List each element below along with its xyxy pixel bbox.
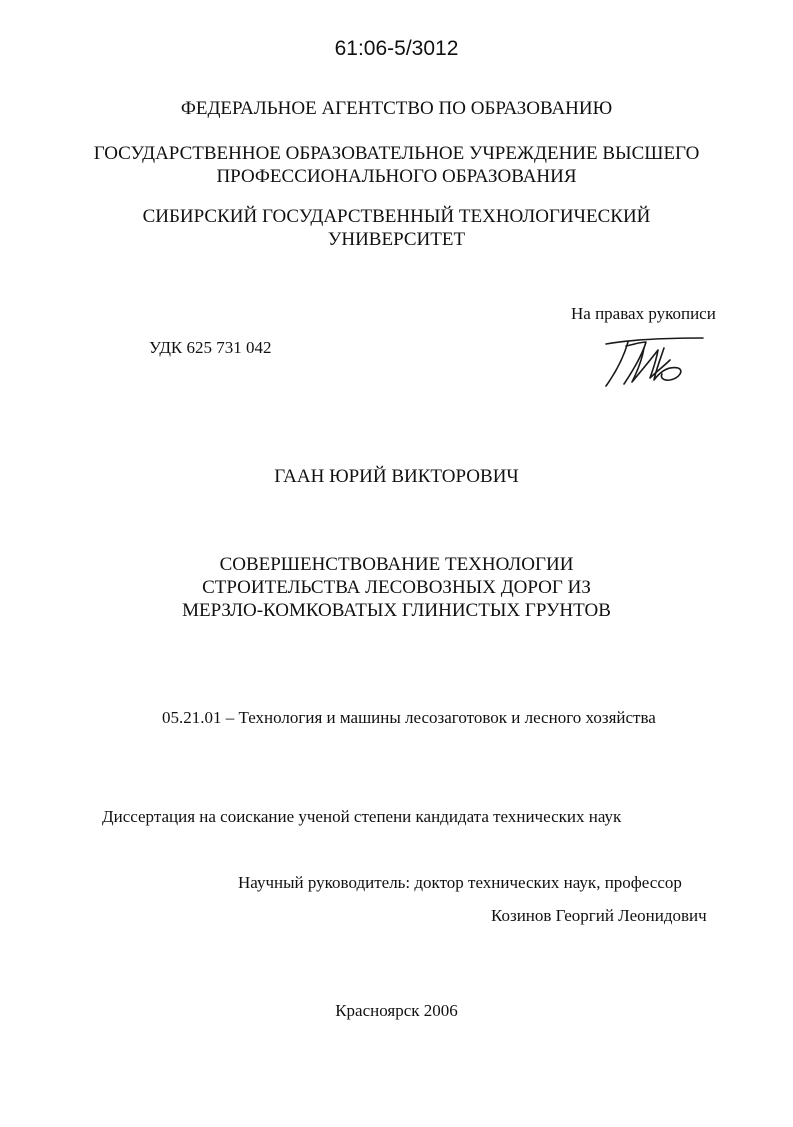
institution-line-2: ПРОФЕССИОНАЛЬНОГО ОБРАЗОВАНИЯ — [216, 166, 577, 187]
institution-name — [0, 142, 793, 188]
degree-statement: Диссертация на соискание ученой степени кандидата технических наук — [102, 807, 622, 826]
title-line-2: СТРОИТЕЛЬСТВА ЛЕСОВОЗНЫХ ДОРОГ ИЗ — [202, 577, 591, 598]
agency-name: ФЕДЕРАЛЬНОЕ АГЕНТСТВО ПО ОБРАЗОВАНИЮ — [180, 98, 613, 119]
university-line-2: УНИВЕРСИТЕТ — [327, 229, 466, 250]
supervisor-name: Козинов Георгий Леонидович — [491, 906, 707, 925]
university-line-1: СИБИРСКИЙ ГОСУДАРСТВЕННЫЙ ТЕХНОЛОГИЧЕСКИЙ — [142, 206, 651, 227]
institution-line-1: ГОСУДАРСТВЕННОЕ ОБРАЗОВАТЕЛЬНОЕ УЧРЕЖДЕНИЕ ВЫСШЕГО — [93, 143, 700, 164]
supervisor-title: Научный руководитель: доктор технических наук, профессор — [238, 873, 682, 892]
university-name — [0, 205, 793, 251]
title-line-3: МЕРЗЛО-КОМКОВАТЫХ ГЛИНИСТЫХ ГРУНТОВ — [182, 600, 611, 621]
dissertation-title — [0, 553, 793, 622]
specialty: 05.21.01 – Технология и машины лесозаготовок и лесного хозяйства — [162, 708, 656, 727]
handwritten-signature — [598, 326, 708, 390]
place-and-year: Красноярск 2006 — [335, 1001, 458, 1020]
author-name: ГААН ЮРИЙ ВИКТОРОВИЧ — [274, 466, 519, 487]
archive-code: 61:06-5/3012 — [334, 37, 459, 60]
manuscript-rights: На правах рукописи — [571, 304, 716, 323]
title-line-1: СОВЕРШЕНСТВОВАНИЕ ТЕХНОЛОГИИ — [219, 554, 574, 575]
udc-code: УДК 625 731 042 — [149, 338, 272, 357]
